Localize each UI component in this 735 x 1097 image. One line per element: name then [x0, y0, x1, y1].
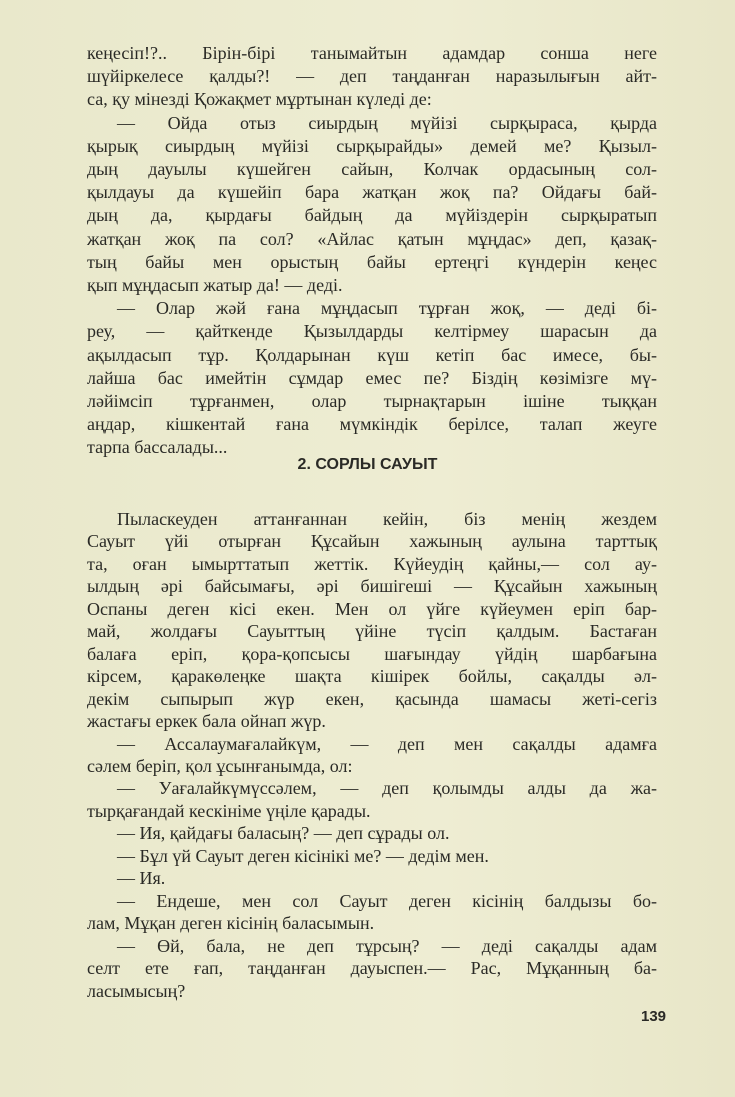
text-line: сәлем беріп, қол ұсынғанымда, ол: [87, 755, 353, 776]
text-line: қырық сиырдың мүйізі сырқырайды» демей ме? Қызыл- [87, 135, 657, 156]
text-line: шүйіркелесе қалды?! — деп таңданған наразылығын айт- [87, 66, 657, 87]
text-line: — Ия. [117, 868, 166, 889]
text-line: та, оған ымырттатып жеттік. Күйеудің қайны,— сол ау- [87, 553, 657, 574]
text-line: — Уағалайкүмүссәлем, — деп қолымды алды да жа- [117, 778, 657, 799]
text-line: дың да, қырдағы байдың да мүйіздерін сырқыратып [87, 205, 657, 226]
text-line: тырқағандай кескініме үңіле қарады. [87, 800, 371, 821]
text-line: май, жолдағы Сауыттың үйіне түсіп қалдым. Бастаған [87, 621, 657, 642]
text-line: — Олар жәй ғана мұңдасып тұрған жоқ, — деді бі- [117, 298, 657, 319]
text-line: жастағы еркек бала ойнап жүр. [87, 711, 326, 732]
text-line: селт ете ғап, таңданған дауыспен.— Рас, Мұқанның ба- [87, 958, 657, 979]
text-line: Пыласкеуден аттанғаннан кейін, біз менің жездем [117, 509, 657, 529]
text-line: тарпа бассалады... [87, 437, 228, 458]
text-line: — Бұл үй Сауыт деген кісінікі ме? — дедім мен. [117, 845, 489, 866]
text-line: балаға еріп, қора-қопсысы шағындау үйдің шарбағына [87, 643, 657, 664]
text-line: Сауыт үйі отырған Құсайын хажының аулына тарттық [87, 531, 657, 552]
text-line: аңдар, кішкентай ғана мүмкіндік берілсе, талап жеуге [87, 414, 657, 435]
text-line: лам, Мұқан деген кісінің баласымын. [87, 913, 375, 934]
text-line: кеңесіп!?.. Бірін-бірі танымайтын адамдар сонша неге [87, 43, 657, 63]
text-line: қып мұңдасып жатыр да! — деді. [87, 275, 343, 296]
chapter-heading: 2. СОРЛЫ САУЫТ [297, 456, 438, 473]
text-line: декім сыпырып жүр екен, қасында шамасы жеті-сегіз [87, 688, 657, 709]
text-line: лайша бас имейтін сұмдар емес пе? Біздің көзімізге мү- [87, 367, 657, 388]
text-line: қылдауы да күшейіп бара жатқан жоқ па? Ойдағы бай- [87, 182, 657, 203]
text-line: ласымысың? [87, 980, 186, 1001]
text-line: — Өй, бала, не деп тұрсың? — деді сақалды адам [117, 935, 657, 956]
text-line: — Ендеше, мен сол Сауыт деген кісінің балдызы бо- [117, 890, 657, 911]
text-line: Оспаны деген кісі екен. Мен ол үйге күйеумен еріп бар- [87, 598, 657, 619]
text-line: жатқан жоқ па сол? «Айлас қатын мұңдас» деп, қазақ- [87, 228, 657, 249]
text-line: дың дауылы күшейген сайын, Колчак ордасының сол- [87, 159, 657, 180]
text-line: — Ойда отыз сиырдың мүйізі сырқыраса, қырда [117, 112, 657, 133]
text-line: кірсем, қаракөлеңке шақта кішірек бойлы, сақалды әл- [87, 666, 657, 687]
text-line: — Ия, қайдағы баласың? — деп сұрады ол. [117, 823, 450, 844]
text-line: реу, — қайткенде Қызылдарды келтірмеу шарасын да [87, 321, 657, 342]
text-block-chapter [87, 508, 657, 1002]
text-line: — Ассалаумағалайкүм, — деп мен сақалды адамға [117, 733, 657, 754]
text-line: са, қу мінезді Қожақмет мұртынан күледі де: [87, 89, 432, 110]
page-number: 139 [641, 1008, 667, 1025]
text-line: ақылдасып тұр. Қолдарынан күш кетіп бас имесе, бы- [87, 344, 657, 365]
text-line: ләйімсіп тұрғанмен, олар тырнақтарын ішіне тыққан [87, 391, 657, 412]
text-block-dialogue [87, 42, 657, 460]
text-line: тың байы мен орыстың байы ертеңгі күндерін кеңес [87, 251, 657, 272]
text-line: ылдың әрі байсымағы, әрі бишігеші — Құсайын хажының [87, 576, 657, 597]
